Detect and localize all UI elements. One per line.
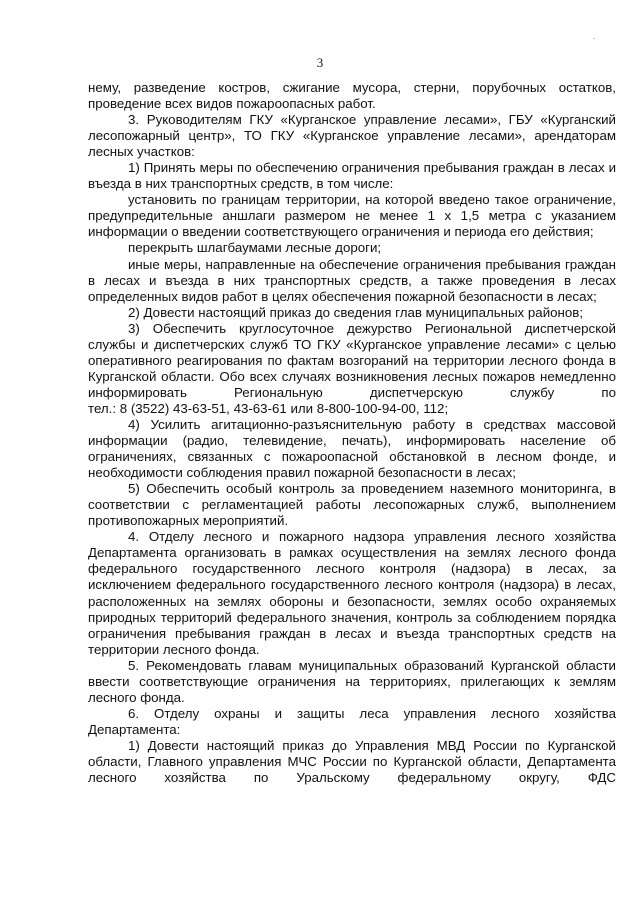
paragraph-item-3-1: 1) Принять меры по обеспечению ограничения пребывания граждан в лесах и въезда в них транспортных средств, в том числе: xyxy=(88,160,616,192)
page-number: 3 xyxy=(316,55,324,70)
paragraph-item-3-2: 2) Довести настоящий приказ до сведения глав муниципальных районов; xyxy=(128,304,584,320)
corner-mark: . xyxy=(593,32,596,41)
paragraph-item-3-4: 4) Усилить агитационно-разъяснительную работу в средствах массовой информации (радио, телевидение, печать), информировать население об ограничениях, связанных с пожароопасной обстановкой в лесном фонде, и необходимости соблюдения правил пожарной безопасности в лесах; xyxy=(88,416,616,481)
paragraph-subitem-barriers: перекрыть шлагбаумами лесные дороги; xyxy=(128,240,382,256)
paragraph-item-6: 6. Отделу охраны и защиты леса управления лесного хозяйства Департамента: xyxy=(88,705,616,737)
paragraph-item-3-5: 5) Обеспечить особый контроль за проведением наземного мониторинга, в соответствии с регламентацией работы лесопожарных служб, выполнением противопожарных мероприятий. xyxy=(88,481,616,529)
paragraph-continuation: нему, разведение костров, сжигание мусора, стерни, порубочных остатков, проведение всех видов пожароопасных работ. xyxy=(88,80,616,112)
paragraph-phones: тел.: 8 (3522) 43-63-51, 43-63-61 или 8-800-100-94-00, 112; xyxy=(88,400,449,416)
paragraph-item-3-3: 3) Обеспечить круглосуточное дежурство Региональной диспетчерской службы и диспетчерских служб ТО ГКУ «Курганское управление лесами» с целью оперативного реагирования по фактам возгораний на территории лесного фонда в Курганской области. Обо всех случаях возникновения лесных пожаров немедленно информировать Региональную диспетчерскую службу по xyxy=(88,320,616,400)
paragraph-item-3: 3. Руководителям ГКУ «Курганское управление лесами», ГБУ «Курганский лесопожарный центр», ТО ГКУ «Курганское управление лесами», арендаторам лесных участков: xyxy=(88,112,616,160)
paragraph-item-6-1: 1) Довести настоящий приказ до Управления МВД России по Курганской области, Главного управления МЧС России по Курганской области, Департамента лесного хозяйства по Уральскому федеральному округу, ФДС xyxy=(88,737,616,786)
paragraph-subitem-signs: установить по границам территории, на которой введено такое ограничение, предупредительные аншлаги размером не менее 1 х 1,5 метра с указанием информации о введении соответствующего ограничения и периода его действия; xyxy=(88,192,616,240)
paragraph-item-5: 5. Рекомендовать главам муниципальных образований Курганской области ввести соответствующие ограничения на территориях, прилегающих к землям лесного фонда. xyxy=(88,657,616,705)
paragraph-item-4: 4. Отделу лесного и пожарного надзора управления лесного хозяйства Департамента организовать в рамках осуществления на землях лесного фонда федерального государственного лесного контроля (надзора) в лесах, за исключением федерального государственного лесного контроля (надзора) в лесах, расположенных на землях обороны и безопасности, землях особо охраняемых природных территорий федерального значения, контроль за соблюдением порядка ограничения пребывания граждан в лесах и въезда транспортных средств на территории лесного фонда. xyxy=(88,529,616,657)
paragraph-subitem-other: иные меры, направленные на обеспечение ограничения пребывания граждан в лесах и въезда в них транспортных средств, а также проведения в лесах определенных видов работ в целях обеспечения пожарной безопасности в лесах; xyxy=(88,256,616,304)
document-body xyxy=(88,80,616,786)
